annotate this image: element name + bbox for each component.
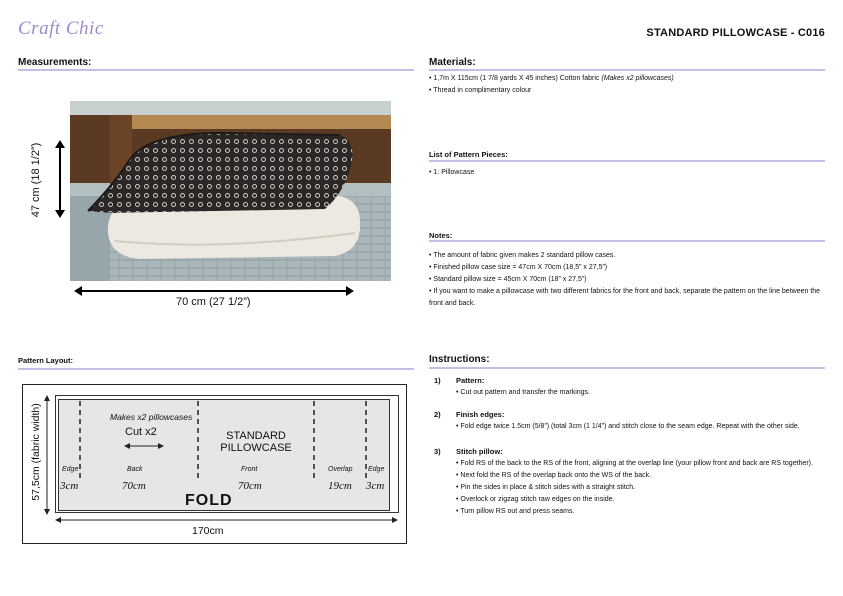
- step-line: • Cut out pattern and transfer the markings.: [456, 387, 590, 399]
- materials-fabric: 1,7m X 115cm (1 7/8 yards X 45 inches) Cotton fabric: [433, 75, 602, 82]
- section-size: 19cm: [328, 480, 352, 492]
- pattern-pieces-heading: List of Pattern Pieces:: [429, 150, 508, 159]
- document-title: STANDARD PILLOWCASE - C016: [646, 27, 825, 39]
- fabric-width-label: 57,5cm (fabric width): [30, 403, 42, 501]
- section-label: Edge: [62, 466, 79, 473]
- makes-note: Makes x2 pillowcases: [110, 412, 193, 422]
- materials-heading: Materials:: [429, 57, 476, 68]
- step-number: 3): [434, 447, 441, 456]
- height-arrow: [50, 140, 70, 220]
- pattern-layout-rule: [18, 368, 414, 370]
- step-lines: [456, 458, 826, 518]
- fabric-width-arrow: [42, 395, 52, 515]
- step-line: • Fold RS of the back to the RS of the front, aligning at the overlap line (your pillow front and back are RS together).: [456, 458, 826, 470]
- step-line: • Turn pillow RS out and press seams.: [456, 506, 826, 518]
- notes-heading: Notes:: [429, 231, 453, 240]
- step-line: • Overlock or zigzag stitch raw edges on the inside.: [456, 494, 826, 506]
- pattern-layout-heading: Pattern Layout:: [18, 356, 74, 365]
- note-item: • Finished pillow case size = 47cm X 70cm (18,5” x 27,5”): [429, 262, 825, 274]
- materials-fabric-note: (Makes x2 pillowcases): [601, 75, 674, 82]
- materials-thread: • Thread in complimentary colour: [429, 85, 825, 97]
- piece-name: [220, 430, 292, 454]
- piece-name-line2: PILLOWCASE: [220, 442, 292, 454]
- measurements-heading: Measurements:: [18, 57, 92, 68]
- cut-label: Cut x2: [125, 426, 157, 438]
- step-line: • Next fold the RS of the overlap back onto the WS of the back.: [456, 470, 826, 482]
- notes-rule: [429, 240, 825, 242]
- section-label: Front: [241, 466, 258, 473]
- section-size: 70cm: [238, 480, 262, 492]
- note-item: • The amount of fabric given makes 2 standard pillow cases.: [429, 250, 825, 262]
- section-label: Overlap: [328, 466, 353, 473]
- section-size: 3cm: [366, 480, 385, 492]
- notes-list: [429, 250, 825, 310]
- brand-logo: Craft Chic: [18, 18, 104, 39]
- section-label: Edge: [368, 466, 385, 473]
- step-line: • Pin the sides in place & stitch sides with a straight stitch.: [456, 482, 826, 494]
- section-label: Back: [127, 466, 143, 473]
- instructions-rule: [429, 367, 825, 369]
- total-length-label: 170cm: [192, 525, 224, 537]
- note-item: • If you want to make a pillowcase with two different fabrics for the front and back, separate the pattern on the line between the front and back.: [429, 286, 825, 310]
- materials-rule: [429, 69, 825, 71]
- pattern-pieces-rule: [429, 160, 825, 162]
- pillow-photo: [70, 101, 391, 281]
- height-label: 47 cm (18 1/2”): [30, 142, 42, 218]
- step-number: 2): [434, 410, 441, 419]
- measurements-rule: [18, 69, 414, 71]
- note-item: • Standard pillow size = 45cm X 70cm (18” x 27,5”): [429, 274, 825, 286]
- width-label: 70 cm (27 1/2”): [176, 296, 251, 308]
- step-title: Finish edges:: [456, 410, 505, 419]
- materials-list: [429, 73, 825, 97]
- section-size: 70cm: [122, 480, 146, 492]
- step-title: Stitch pillow:: [456, 447, 503, 456]
- section-size: 3cm: [60, 480, 79, 492]
- piece-name-line1: STANDARD: [226, 430, 286, 442]
- materials-item: [429, 73, 825, 85]
- instructions-heading: Instructions:: [429, 354, 490, 365]
- step-title: Pattern:: [456, 376, 485, 385]
- total-length-arrow: [55, 515, 398, 525]
- pattern-piece-item: • 1: Pillowcase: [429, 167, 474, 179]
- fold-label: FOLD: [185, 492, 233, 509]
- step-number: 1): [434, 376, 441, 385]
- step-line: • Fold edge twice 1.5cm (5/8”) (total 3cm (1 1/4”) and stitch close to the seam edge. Repeat with the other side.: [456, 421, 826, 433]
